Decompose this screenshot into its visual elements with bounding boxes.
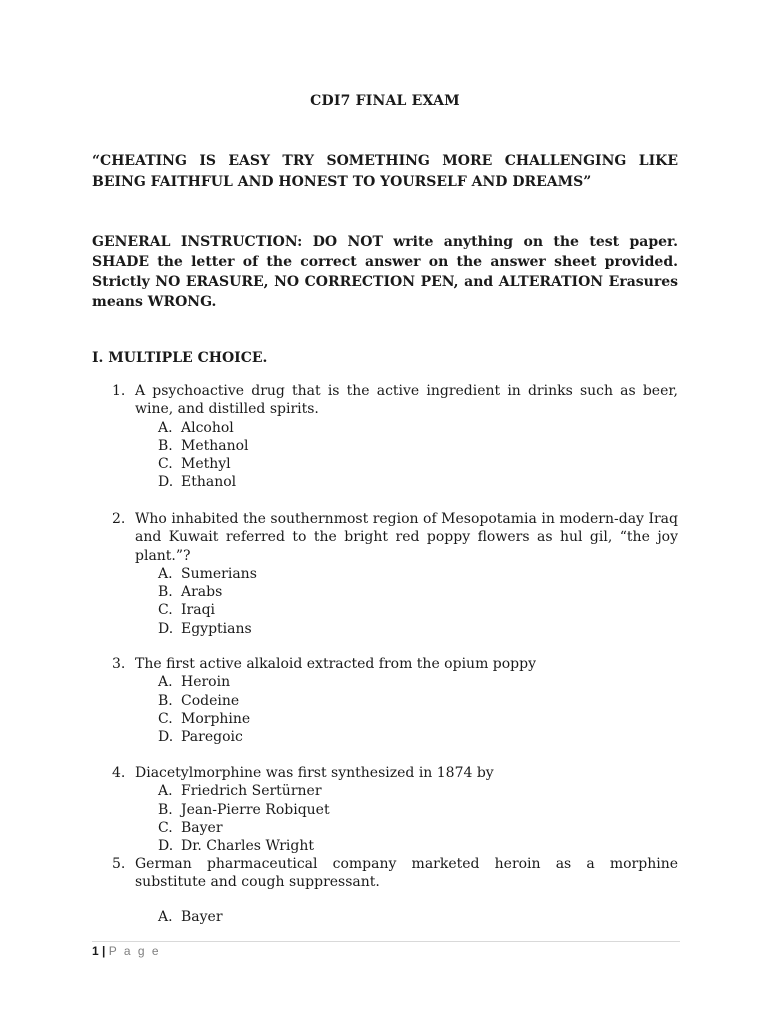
question-number: 2. — [112, 511, 126, 527]
option-letter: A. — [158, 783, 173, 800]
options-list — [158, 782, 678, 855]
motivational-quote: “CHEATING IS EASY TRY SOMETHING MORE CHALLENGING LIKE BEING FAITHFUL AND HONEST TO YOURSELF AND DREAMS” — [92, 153, 678, 190]
question-text: Diacetylmorphine was first synthesized in 1874 by — [135, 765, 494, 781]
option-text: Morphine — [181, 710, 251, 727]
option-b — [158, 692, 678, 710]
option-text: Alcohol — [181, 419, 234, 436]
option-letter: D. — [158, 838, 174, 855]
question-text: German pharmaceutical company marketed heroin as a morphine substitute and cough suppressant. — [135, 856, 678, 891]
question-text: The first active alkaloid extracted from the opium poppy — [135, 656, 537, 672]
option-text: Arabs — [181, 584, 223, 601]
section-title: I. MULTIPLE CHOICE. — [92, 350, 268, 366]
question-text: Who inhabited the southernmost region of Mesopotamia in modern-day Iraq and Kuwait referred to the bright red poppy flowers as hul gil, “the joy plant.”? — [135, 511, 678, 564]
footer-separator: | — [102, 944, 106, 958]
options-list — [158, 565, 678, 638]
footer-divider — [92, 941, 680, 942]
option-a — [158, 673, 678, 691]
option-b — [158, 437, 678, 455]
option-text: Ethanol — [181, 474, 237, 491]
option-a — [158, 565, 678, 583]
question-2 — [92, 510, 678, 638]
question-number: 1. — [112, 383, 126, 399]
option-text: Iraqi — [181, 602, 216, 619]
option-text: Methyl — [181, 456, 231, 473]
option-b — [158, 801, 678, 819]
option-a — [158, 782, 678, 800]
exam-page — [92, 0, 678, 1024]
option-c — [158, 455, 678, 473]
option-letter: B. — [158, 801, 173, 818]
option-c — [158, 601, 678, 619]
page-footer — [92, 944, 161, 958]
option-c — [158, 819, 678, 837]
option-letter: C. — [158, 710, 173, 727]
option-b — [158, 583, 678, 601]
option-text: Heroin — [181, 674, 231, 691]
page-label: P a g e — [108, 944, 161, 958]
question-4 — [92, 764, 678, 855]
option-text: Codeine — [181, 692, 240, 709]
option-c — [158, 710, 678, 728]
options-list — [158, 419, 678, 492]
options-list — [158, 673, 678, 746]
page-number: 1 — [92, 944, 99, 958]
option-text: Jean-Pierre Robiquet — [181, 801, 330, 818]
general-instruction: GENERAL INSTRUCTION: DO NOT write anything on the test paper. SHADE the letter of the correct answer on the answer sheet provided. Strictly NO ERASURE, NO CORRECTION PEN, and ALTERATION Erasures means WRONG. — [92, 234, 678, 310]
exam-title: CDI7 FINAL EXAM — [310, 93, 460, 109]
option-text: Friedrich Sertürner — [181, 783, 322, 800]
option-d — [158, 728, 678, 746]
options-list — [158, 908, 678, 926]
option-text: Egyptians — [181, 620, 252, 637]
option-a — [158, 908, 678, 926]
question-5 — [92, 855, 678, 926]
question-number: 3. — [112, 656, 126, 672]
option-letter: D. — [158, 620, 174, 637]
option-letter: A. — [158, 565, 173, 582]
option-text: Paregoic — [181, 729, 243, 746]
option-letter: C. — [158, 456, 173, 473]
option-letter: A. — [158, 908, 173, 925]
option-text: Methanol — [181, 437, 249, 454]
option-d — [158, 837, 678, 855]
option-text: Bayer — [181, 908, 223, 925]
option-letter: D. — [158, 729, 174, 746]
option-text: Sumerians — [181, 565, 257, 582]
option-letter: B. — [158, 692, 173, 709]
option-letter: C. — [158, 602, 173, 619]
option-text: Dr. Charles Wright — [181, 838, 314, 855]
question-3 — [92, 655, 678, 746]
option-d — [158, 620, 678, 638]
option-letter: B. — [158, 584, 173, 601]
option-letter: C. — [158, 819, 173, 836]
question-1 — [92, 382, 678, 492]
option-a — [158, 419, 678, 437]
question-number: 4. — [112, 765, 126, 781]
option-letter: D. — [158, 474, 174, 491]
question-number: 5. — [112, 856, 126, 872]
option-d — [158, 473, 678, 491]
question-text: A psychoactive drug that is the active ingredient in drinks such as beer, wine, and distilled spirits. — [135, 383, 678, 418]
option-letter: A. — [158, 674, 173, 691]
option-letter: A. — [158, 419, 173, 436]
option-letter: B. — [158, 437, 173, 454]
option-text: Bayer — [181, 819, 223, 836]
